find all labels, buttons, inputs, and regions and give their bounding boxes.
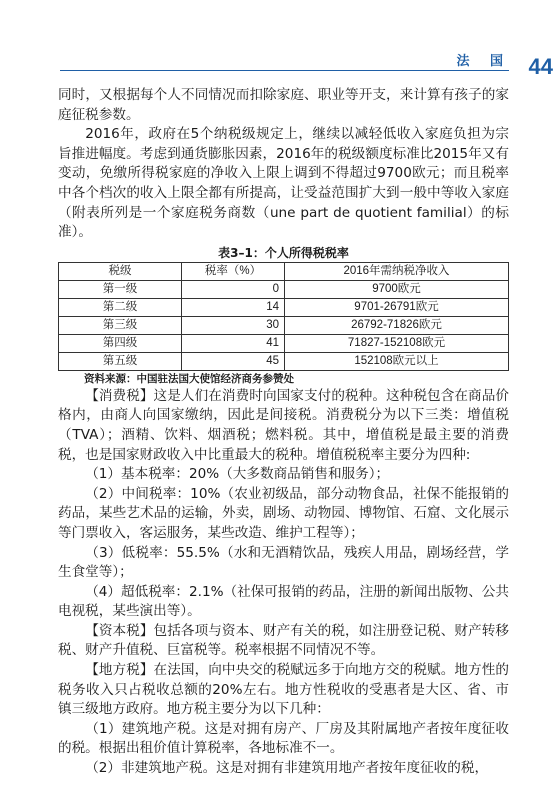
column-header: 2016年需纳税净收入 xyxy=(285,262,509,280)
table-cell: 45 xyxy=(182,352,285,370)
table-cell: 第五级 xyxy=(59,352,182,370)
table-cell: 71827-152108欧元 xyxy=(285,334,509,352)
table-cell: 152108欧元以上 xyxy=(285,352,509,370)
list-item: （2）中间税率：10%（农业初级品，部分动物食品，社保不能报销的药品，某些艺术品的运输，外卖，剧场、动物园、博物馆、石窟、文化展示等门票收入，客运服务，某些改造、维护工程等）； xyxy=(58,485,509,541)
table-row xyxy=(59,352,509,370)
table-row xyxy=(59,316,509,334)
table-cell: 41 xyxy=(182,334,285,352)
page-header xyxy=(0,44,559,84)
table-cell: 9701-26791欧元 xyxy=(285,298,509,316)
table-cell: 第四级 xyxy=(59,334,182,352)
page-number: 44 xyxy=(528,54,553,79)
table-title: 表3–1：个人所得税税率 xyxy=(218,245,349,260)
tax-rate-table xyxy=(58,262,509,371)
list-item: （1）建筑地产税。这是对拥有房产、厂房及其附属地产者按年度征收的税。根据出租价值计算税率，各地标准不一。 xyxy=(58,720,509,757)
paragraph: 2016年，政府在5个纳税级规定上，继续以减轻低收入家庭负担为宗旨推进幅度。考虑到通货膨胀因素，2016年的税级额度标准比2015年又有变动，免缴所得税家庭的净收入上限上调到不得超过9700欧元；而且税率中各个档次的收入上限全都有所提高，让受益范围扩大到一般中等收入家庭（附表所列是一个家庭税务商数（une part de quotient familial）的标准）。 xyxy=(58,126,509,241)
table-cell: 0 xyxy=(182,280,285,298)
paragraph: 【消费税】这是人们在消费时向国家支付的税种。这种税包含在商品价格内，由商人向国家缴纳，因此是间接税。消费税分为以下三类：增值税（TVA）；酒精、饮料、烟酒税；燃料税。其中，增值税是最主要的消费税，也是国家财政收入中比重最大的税种。增值税税率主要分为四种: xyxy=(58,387,509,463)
table-header-row xyxy=(59,262,509,280)
list-item: （1）基本税率：20%（大多数商品销售和服务）； xyxy=(85,466,390,483)
paragraph: 【地方税】在法国，向中央交的税赋远多于向地方交的税赋。地方性的税务收入只占税收总额的20%左右。地方性税收的受惠者是大区、省、市镇三级地方政府。地方税主要分为以下几种： xyxy=(58,662,509,718)
paragraph: 同时，又根据每个人不同情况而扣除家庭、职业等开支，来计算有孩子的家庭征税参数。 xyxy=(58,87,509,123)
list-item: （3）低税率：55.5%（水和无酒精饮品，残疾人用品，剧场经营，学生食堂等）； xyxy=(58,544,509,581)
table-source: 资料来源：中国驻法国大使馆经济商务参赞处 xyxy=(84,372,294,385)
table-cell: 26792-71826欧元 xyxy=(285,316,509,334)
column-header: 税级 xyxy=(59,262,182,280)
table-cell: 第二级 xyxy=(59,298,182,316)
table-cell: 9700欧元 xyxy=(285,280,509,298)
table-cell: 第一级 xyxy=(59,280,182,298)
page-body xyxy=(58,86,509,779)
table-row xyxy=(59,298,509,316)
section-label: 法 国 xyxy=(456,54,511,69)
table-cell: 30 xyxy=(182,316,285,334)
table-cell: 第三级 xyxy=(59,316,182,334)
table-cell: 14 xyxy=(182,298,285,316)
list-item: （2）非建筑地产税。这是对拥有非建筑用地产者按年度征收的税， xyxy=(85,760,489,777)
header-rule xyxy=(60,70,509,71)
list-item: （4）超低税率：2.1%（社保可报销的药品，注册的新闻出版物、公共电视税，某些演出等）。 xyxy=(58,583,509,620)
table-row xyxy=(59,334,509,352)
paragraph: 【资本税】包括各项与资本、财产有关的税，如注册登记税、财产转移税、财产升值税、巨富税等。税率根据不同情况不等。 xyxy=(58,622,509,659)
column-header: 税率（%） xyxy=(182,262,285,280)
table-row xyxy=(59,280,509,298)
